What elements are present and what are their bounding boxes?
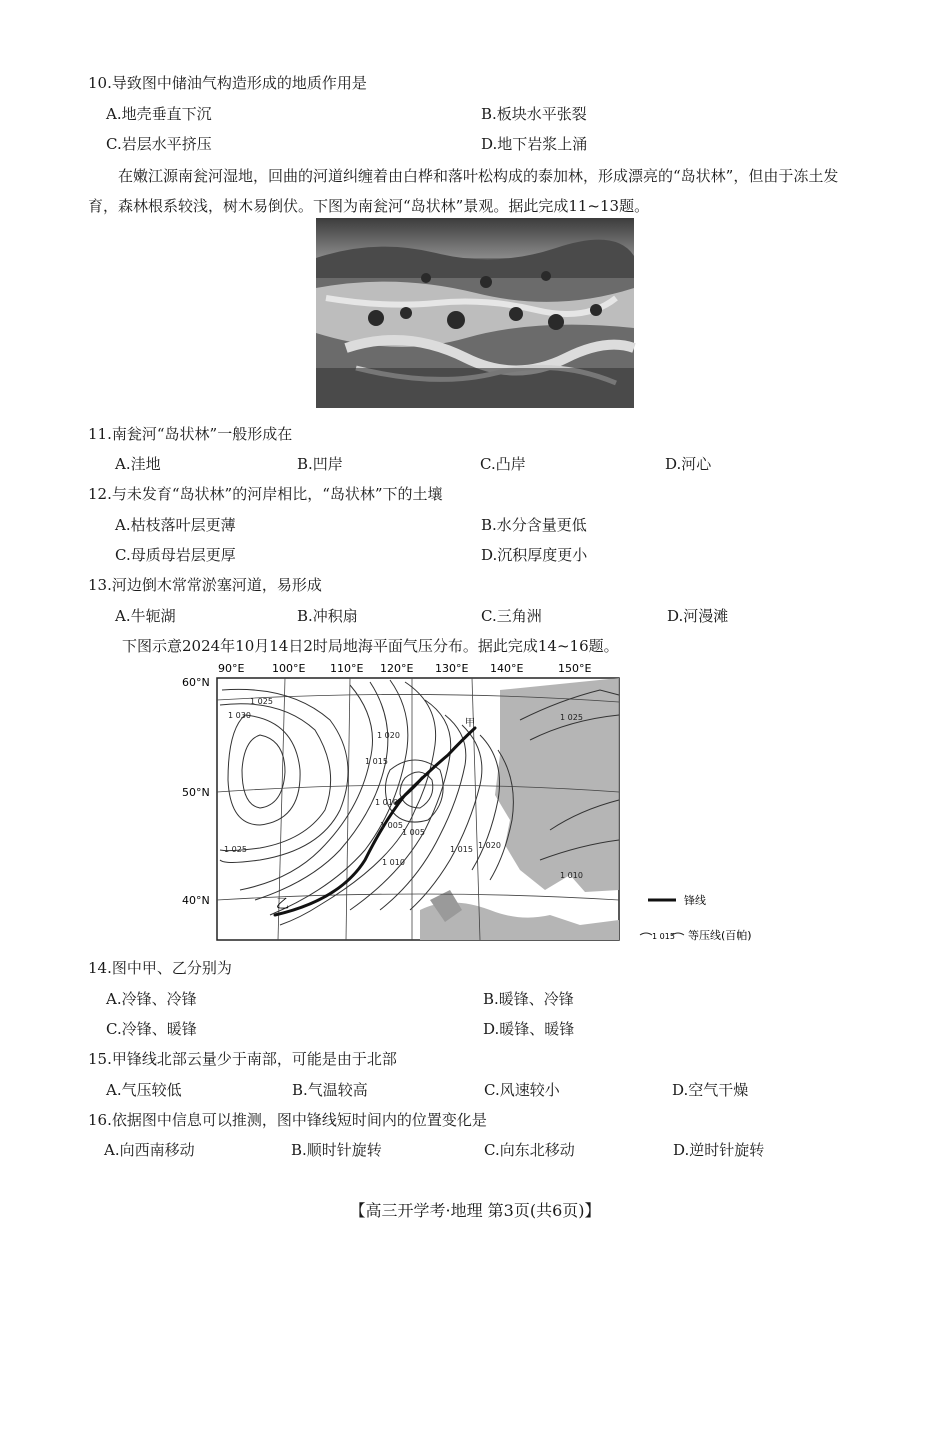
lat-label: 60°N: [182, 676, 210, 689]
q13-option-d: D.河漫滩: [667, 607, 729, 625]
q10-option-d: D.地下岩浆上涌: [481, 135, 588, 153]
isobar-label: 1 030: [228, 711, 251, 720]
q15-stem: 15.甲锋线北部云量少于南部，可能是由于北部: [88, 1050, 397, 1068]
q14-option-b: B.暖锋、冷锋: [483, 990, 574, 1008]
isobar-label: 1 015: [450, 845, 473, 854]
isobar-label: 1 025: [250, 697, 273, 706]
legend-isobar-swatch: [640, 933, 652, 935]
q14-option-c: C.冷锋、暖锋: [106, 1020, 197, 1038]
q16-option-d: D.逆时针旋转: [673, 1141, 765, 1159]
q12-option-d: D.沉积厚度更小: [481, 546, 588, 564]
q13-option-a: A.牛轭湖: [115, 607, 176, 625]
isobar-label: 1 005: [380, 821, 403, 830]
isobar-label: 1 025: [224, 845, 247, 854]
isobar-label: 1 010: [560, 871, 583, 880]
q11-option-d: D.河心: [665, 455, 712, 473]
q16-option-c: C.向东北移动: [484, 1141, 575, 1159]
lon-label: 120°E: [380, 662, 414, 675]
q15-option-a: A.气压较低: [106, 1081, 182, 1099]
q16-option-a: A.向西南移动: [104, 1141, 195, 1159]
q11-stem: 11.南瓮河“岛状林”一般形成在: [88, 425, 293, 443]
q11-option-b: B.凹岸: [297, 455, 343, 473]
lat-label: 50°N: [182, 786, 210, 799]
lon-label: 110°E: [330, 662, 364, 675]
front-label-jia: 甲: [465, 718, 475, 729]
pressure-map: [182, 660, 790, 945]
isobar-label: 1 005: [402, 828, 425, 837]
island-forest-photo: [316, 218, 634, 408]
isobar-label: 1 020: [377, 731, 400, 740]
q13-stem: 13.河边倒木常常淤塞河道，易形成: [88, 576, 322, 594]
q14-stem: 14.图中甲、乙分别为: [88, 959, 232, 977]
lon-label: 90°E: [218, 662, 245, 675]
legend-isobar-sample: 1 015: [652, 932, 675, 941]
q11-option-a: A.洼地: [115, 455, 161, 473]
q16-option-b: B.顺时针旋转: [291, 1141, 382, 1159]
isobar-label: 1 020: [478, 841, 501, 850]
q10-option-b: B.板块水平张裂: [481, 105, 587, 123]
lon-label: 140°E: [490, 662, 524, 675]
q14-option-d: D.暖锋、暖锋: [483, 1020, 575, 1038]
isobar-label: 1 010: [382, 858, 405, 867]
q12-option-b: B.水分含量更低: [481, 516, 587, 534]
front-label-yi: 乙: [276, 897, 290, 912]
q12-stem: 12.与未发育“岛状林”的河岸相比，“岛状林”下的土壤: [88, 485, 443, 503]
q15-option-d: D.空气干燥: [672, 1081, 749, 1099]
q13-option-b: B.冲积扇: [297, 607, 358, 625]
q10-option-a: A.地壳垂直下沉: [106, 105, 212, 123]
isobar-label: 1 015: [365, 757, 388, 766]
q15-option-c: C.风速较小: [484, 1081, 560, 1099]
page-footer: 【高三开学考·地理 第3页(共6页)】: [349, 1201, 601, 1220]
q13-option-c: C.三角洲: [481, 607, 542, 625]
legend-front-label: 锋线: [684, 894, 706, 907]
isobar-label: 1 025: [560, 713, 583, 722]
q10-option-c: C.岩层水平挤压: [106, 135, 212, 153]
q15-option-b: B.气温较高: [292, 1081, 368, 1099]
lon-label: 130°E: [435, 662, 469, 675]
intro-14-16: 下图示意2024年10月14日2时局地海平面气压分布。据此完成14~16题。: [122, 637, 619, 655]
lat-label: 40°N: [182, 894, 210, 907]
isobar-label: 1 010: [375, 798, 398, 807]
q12-option-c: C.母质母岩层更厚: [115, 546, 236, 564]
q14-option-a: A.冷锋、冷锋: [106, 990, 197, 1008]
lon-label: 150°E: [558, 662, 592, 675]
q16-stem: 16.依据图中信息可以推测，图中锋线短时间内的位置变化是: [88, 1111, 487, 1129]
lon-label: 100°E: [272, 662, 306, 675]
q10-stem: 10.导致图中储油气构造形成的地质作用是: [88, 74, 367, 92]
legend-isobar-label: 等压线(百帕): [688, 929, 752, 942]
intro-11-13: 在嫩江源南瓮河湿地，回曲的河道纠缠着由白桦和落叶松构成的泰加林，形成漂亮的“岛状林”，但由于冻土发育，森林根系较浅，树木易倒伏。下图为南瓮河“岛状林”景观。据此完成11~13题。: [88, 167, 839, 215]
q12-option-a: A.枯枝落叶层更薄: [115, 516, 236, 534]
q11-option-c: C.凸岸: [480, 455, 526, 473]
